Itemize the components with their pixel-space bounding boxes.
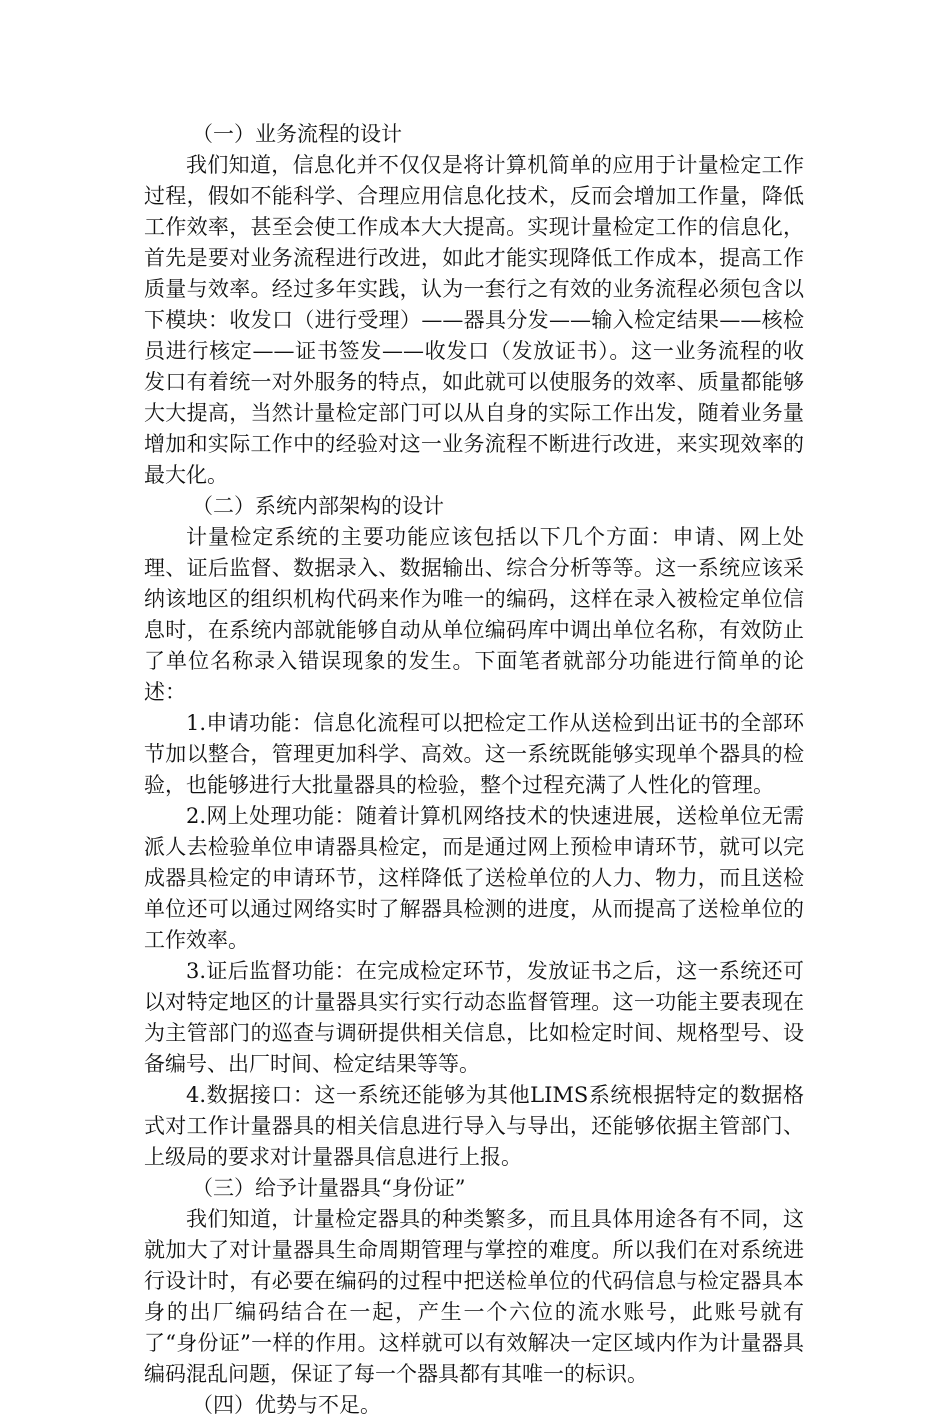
paragraph-identity: 我们知道，计量检定器具的种类繁多，而且具体用途各有不同，这就加大了对计量器具生命周期管理与掌控的难度。所以我们在对系统进行设计时，有必要在编码的过程中把送检单位的代码信息与检定器具本身的出厂编码结合在一起，产生一个六位的流水账号，此账号就有了“身份证”一样的作用。这样就可以有效解决一定区域内作为计量器具编码混乱问题，保证了每一个器具都有其唯一的标识。 [144, 1207, 804, 1386]
section-heading-identity: （三）给予计量器具“身份证” [192, 1176, 466, 1200]
section-heading-pros-cons: （四）优势与不足。 [192, 1393, 381, 1417]
paragraph-data-interface: 4.数据接口：这一系统还能够为其他LIMS系统根据特定的数据格式对工作计量器具的相关信息进行导入与导出，还能够依据主管部门、上级局的要求对计量器具信息进行上报。 [144, 1083, 804, 1169]
section-heading-workflow: （一）业务流程的设计 [192, 122, 402, 146]
document-page [144, 119, 804, 1421]
paragraph-post-certificate-supervision: 3.证后监督功能：在完成检定环节，发放证书之后，这一系统还可以对特定地区的计量器具实行实行动态监督管理。这一功能主要表现在为主管部门的巡查与调研提供相关信息，比如检定时间、规格型号、设备编号、出厂时间、检定结果等等。 [144, 959, 804, 1076]
section-heading-architecture: （二）系统内部架构的设计 [192, 494, 444, 518]
paragraph-online-processing: 2.网上处理功能：随着计算机网络技术的快速进展，送检单位无需派人去检验单位申请器具检定，而是通过网上预检申请环节，就可以完成器具检定的申请环节，这样降低了送检单位的人力、物力，而且送检单位还可以通过网络实时了解器具检测的进度，从而提高了送检单位的工作效率。 [144, 804, 804, 952]
paragraph-apply-function: 1.申请功能：信息化流程可以把检定工作从送检到出证书的全部环节加以整合，管理更加科学、高效。这一系统既能够实现单个器具的检验，也能够进行大批量器具的检验，整个过程充满了人性化的管理。 [144, 711, 804, 797]
paragraph-workflow-intro: 我们知道，信息化并不仅仅是将计算机简单的应用于计量检定工作过程，假如不能科学、合理应用信息化技术，反而会增加工作量，降低工作效率，甚至会使工作成本大大提高。实现计量检定工作的信息化，首先是要对业务流程进行改进，如此才能实现降低工作成本，提高工作质量与效率。经过多年实践，认为一套行之有效的业务流程必须包含以下模块：收发口（进行受理）——器具分发——输入检定结果——核检员进行核定——证书签发——收发口（发放证书）。这一业务流程的收发口有着统一对外服务的特点，如此就可以使服务的效率、质量都能够大大提高，当然计量检定部门可以从自身的实际工作出发，随着业务量增加和实际工作中的经验对这一业务流程不断进行改进，来实现效率的最大化。 [144, 153, 804, 487]
paragraph-architecture-intro: 计量检定系统的主要功能应该包括以下几个方面：申请、网上处理、证后监督、数据录入、数据输出、综合分析等等。这一系统应该采纳该地区的组织机构代码来作为唯一的编码，这样在录入被检定单位信息时，在系统内部就能够自动从单位编码库中调出单位名称，有效防止了单位名称录入错误现象的发生。下面笔者就部分功能进行简单的论述： [144, 525, 804, 704]
